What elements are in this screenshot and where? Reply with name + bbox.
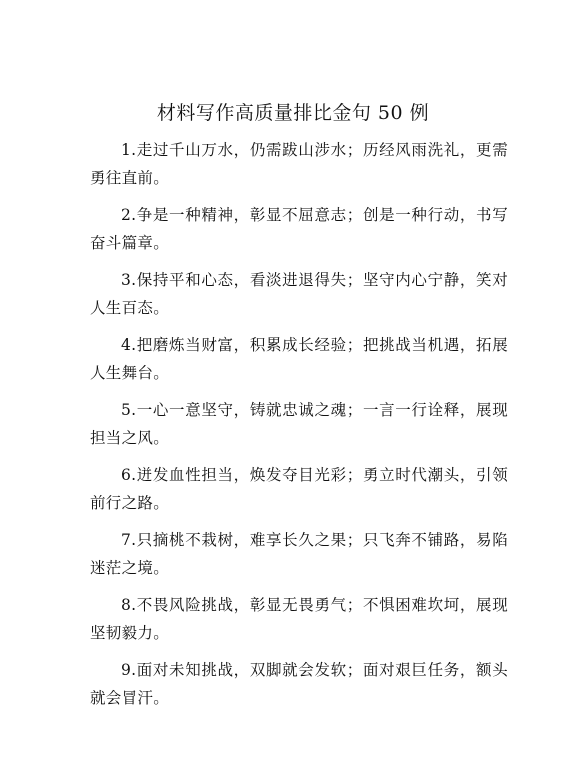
sentence-list <box>90 136 508 721</box>
list-item: 9.面对未知挑战，双脚就会发软；面对艰巨任务，额头就会冒汗。 <box>90 661 508 707</box>
list-item: 8.不畏风险挑战，彰显无畏勇气；不惧困难坎坷，展现坚韧毅力。 <box>90 596 508 642</box>
list-item: 6.迸发血性担当，焕发夺目光彩；勇立时代潮头，引领前行之路。 <box>90 466 508 512</box>
list-item: 2.争是一种精神，彰显不屈意志；创是一种行动，书写奋斗篇章。 <box>90 206 508 252</box>
list-item: 4.把磨炼当财富，积累成长经验；把挑战当机遇，拓展人生舞台。 <box>90 336 508 382</box>
list-item: 1.走过千山万水，仍需跋山涉水；历经风雨洗礼，更需勇往直前。 <box>90 141 508 187</box>
list-item: 3.保持平和心态，看淡进退得失；坚守内心宁静，笑对人生百态。 <box>90 271 508 317</box>
list-item: 5.一心一意坚守，铸就忠诚之魂；一言一行诠释，展现担当之风。 <box>90 401 508 447</box>
list-item: 7.只摘桃不栽树，难享长久之果；只飞奔不铺路，易陷迷茫之境。 <box>90 531 508 577</box>
document-title: 材料写作高质量排比金句 50 例 <box>156 102 430 124</box>
